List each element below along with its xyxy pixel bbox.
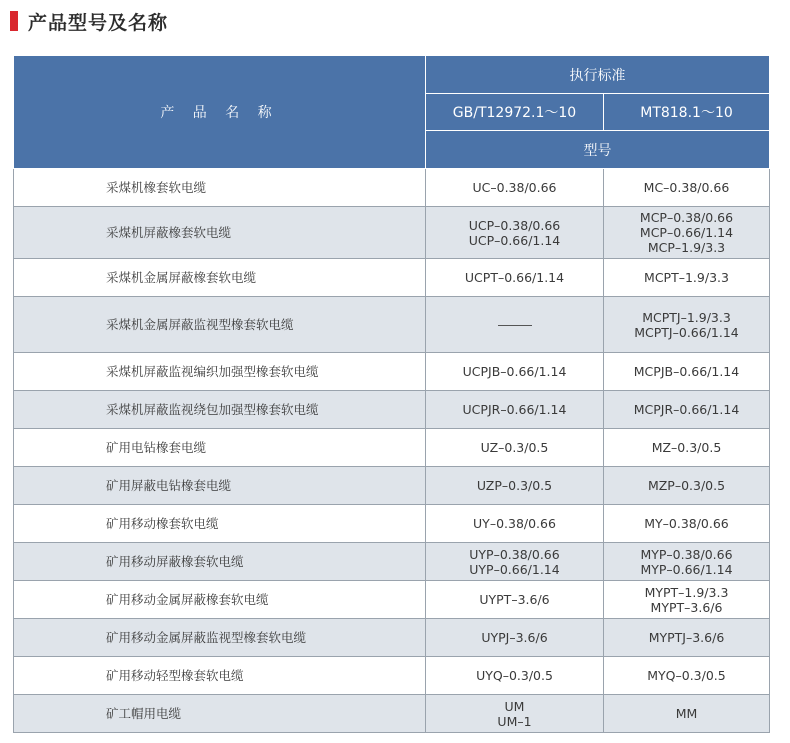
mt-model-cell [604, 391, 770, 429]
mt-model-cell [604, 619, 770, 657]
model-code: MYP–0.66/1.14 [640, 561, 733, 577]
section-heading [10, 8, 168, 34]
table-header [14, 56, 770, 169]
heading-accent-bar [10, 11, 18, 31]
table-row [14, 619, 770, 657]
table-row [14, 259, 770, 297]
gb-model-cell [426, 695, 604, 733]
product-name-cell: 矿用移动屏蔽橡套软电缆 [14, 543, 426, 581]
page-title: 产品型号及名称 [28, 11, 169, 34]
model-code: MYPT–1.9/3.3 [644, 584, 729, 600]
model-code: MCP–0.38/0.66 [639, 210, 734, 225]
table-body [14, 169, 770, 733]
gb-model-cell [426, 353, 604, 391]
table-row [14, 207, 770, 259]
model-code: MCPJB–0.66/1.14 [633, 364, 740, 379]
table-row [14, 391, 770, 429]
model-code: UZ–0.3/0.5 [480, 440, 549, 455]
gb-model-cell [426, 543, 604, 581]
table-row [14, 657, 770, 695]
model-code: MYPTJ–3.6/6 [648, 630, 725, 645]
mt-model-cell [604, 259, 770, 297]
model-code: UYP–0.66/1.14 [469, 561, 560, 577]
product-name-cell: 矿用移动金属屏蔽橡套软电缆 [14, 581, 426, 619]
model-code: UCPJR–0.66/1.14 [462, 402, 567, 417]
mt-model-cell [604, 657, 770, 695]
mt-model-cell [604, 207, 770, 259]
product-table [13, 55, 770, 733]
model-code: MM [675, 706, 698, 721]
model-code: MYPT–3.6/6 [650, 599, 723, 615]
gb-model-cell [426, 391, 604, 429]
product-name-cell: 采煤机屏蔽监视编织加强型橡套软电缆 [14, 353, 426, 391]
gb-model-cell [426, 259, 604, 297]
product-name-cell: 矿用移动轻型橡套软电缆 [14, 657, 426, 695]
model-code: UYPJ–3.6/6 [481, 630, 548, 645]
product-name-cell: 采煤机金属屏蔽监视型橡套软电缆 [14, 297, 426, 353]
model-code: MCPTJ–0.66/1.14 [634, 324, 739, 340]
model-code: MY–0.38/0.66 [644, 516, 729, 531]
model-code: MC–0.38/0.66 [643, 180, 730, 195]
mt-model-cell [604, 581, 770, 619]
gb-model-cell [426, 207, 604, 259]
model-code: MZP–0.3/0.5 [647, 478, 726, 493]
gb-model-cell [426, 297, 604, 353]
table-row [14, 297, 770, 353]
table-row [14, 543, 770, 581]
product-name-cell: 采煤机屏蔽监视绕包加强型橡套软电缆 [14, 391, 426, 429]
model-code: MYQ–0.3/0.5 [647, 668, 726, 683]
model-code: UC–0.38/0.66 [472, 180, 557, 195]
model-code: MZ–0.3/0.5 [651, 440, 722, 455]
table-row [14, 695, 770, 733]
gb-model-cell [426, 467, 604, 505]
model-code: MCPJR–0.66/1.14 [633, 402, 740, 417]
model-code: MYP–0.38/0.66 [640, 546, 733, 562]
gb-model-cell [426, 657, 604, 695]
product-name-cell: 矿用移动金属屏蔽监视型橡套软电缆 [14, 619, 426, 657]
model-code: UCP–0.66/1.14 [468, 232, 561, 248]
gb-model-cell [426, 429, 604, 467]
product-name-cell: 矿用屏蔽电钻橡套电缆 [14, 467, 426, 505]
gb-model-cell [426, 505, 604, 543]
table-row [14, 505, 770, 543]
header-product-name: 产 品 名 称 [14, 56, 426, 169]
table-row [14, 467, 770, 505]
product-name-cell: 采煤机金属屏蔽橡套软电缆 [14, 259, 426, 297]
model-code: UYP–0.38/0.66 [469, 546, 560, 562]
model-code: UCP–0.38/0.66 [468, 217, 561, 233]
header-standard-gb: GB/T12972.1～10 [426, 94, 604, 131]
mt-model-cell [604, 297, 770, 353]
header-standard-group: 执行标准 [426, 56, 770, 94]
table-row [14, 429, 770, 467]
mt-model-cell [604, 353, 770, 391]
header-model: 型号 [426, 131, 770, 169]
product-name-cell: 矿用电钻橡套电缆 [14, 429, 426, 467]
model-code: UM–1 [497, 713, 532, 729]
empty-dash [498, 325, 532, 326]
model-code: UYQ–0.3/0.5 [476, 668, 553, 683]
product-name-cell: 矿用移动橡套软电缆 [14, 505, 426, 543]
model-code: UY–0.38/0.66 [473, 516, 556, 531]
product-name-cell: 采煤机屏蔽橡套软电缆 [14, 207, 426, 259]
table-row [14, 169, 770, 207]
product-name-cell: 采煤机橡套软电缆 [14, 169, 426, 207]
product-name-cell: 矿工帽用电缆 [14, 695, 426, 733]
model-code: MCP–0.66/1.14 [639, 225, 734, 240]
model-code: MCP–1.9/3.3 [647, 240, 726, 255]
model-code: UM [504, 698, 525, 714]
gb-model-cell [426, 619, 604, 657]
model-code: UCPJB–0.66/1.14 [462, 364, 567, 379]
model-code: MCPTJ–1.9/3.3 [642, 309, 731, 325]
mt-model-cell [604, 169, 770, 207]
header-standard-mt: MT818.1～10 [604, 94, 770, 131]
mt-model-cell [604, 543, 770, 581]
gb-model-cell [426, 169, 604, 207]
table-row [14, 353, 770, 391]
gb-model-cell [426, 581, 604, 619]
mt-model-cell [604, 695, 770, 733]
model-code: UCPT–0.66/1.14 [464, 270, 565, 285]
table-row [14, 581, 770, 619]
model-code: UYPT–3.6/6 [479, 592, 550, 607]
mt-model-cell [604, 467, 770, 505]
model-code: UZP–0.3/0.5 [476, 478, 553, 493]
mt-model-cell [604, 505, 770, 543]
mt-model-cell [604, 429, 770, 467]
model-code: MCPT–1.9/3.3 [644, 270, 729, 285]
